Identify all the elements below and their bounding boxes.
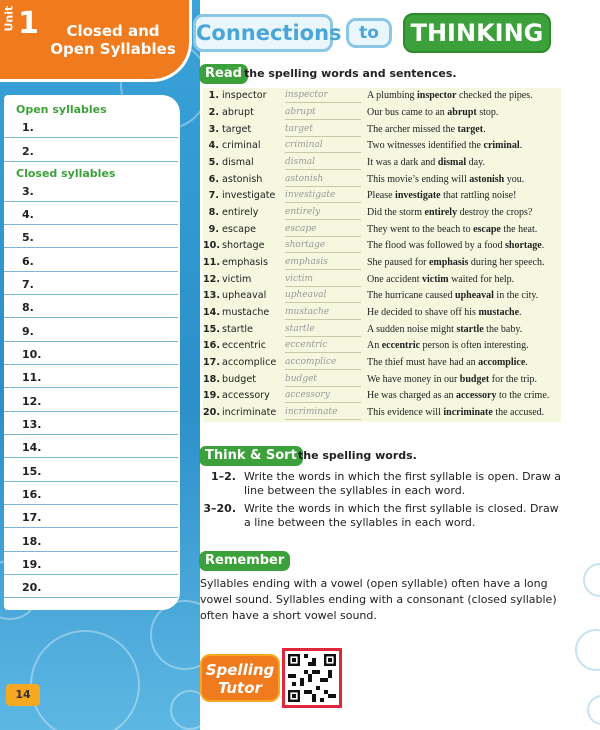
spelling-word: budget [222,374,257,385]
example-sentence: She paused for emphasis during her speech. [367,257,545,268]
example-sentence: One accident victim waited for help. [367,274,515,285]
cursive-word: mustache [285,307,361,320]
spelling-word: eccentric [222,340,267,351]
example-sentence: It was a dark and dismal day. [367,157,485,168]
spelling-word: investigate [222,190,276,201]
answer-line[interactable]: 9. [4,319,178,342]
word-row: 7. investigate investigate Please investigate that rattling noise! [203,190,561,206]
spelling-tutor-logo[interactable]: Spelling Tutor [200,654,280,702]
unit-tab [0,0,192,82]
think-sort-badge: Think & Sort [199,446,303,466]
cursive-word: shortage [285,240,361,253]
spelling-word: accomplice [222,357,277,368]
spelling-word: shortage [222,240,265,251]
example-sentence: Our bus came to an abrupt stop. [367,107,499,118]
cursive-word: accessory [285,390,361,403]
answer-line[interactable]: 19. [4,552,178,575]
example-sentence: Please investigate that rattling noise! [367,190,517,201]
read-badge: Read [199,64,248,84]
example-sentence: A sudden noise might startle the baby. [367,324,523,335]
cursive-word: inspector [285,90,361,103]
spelling-word: incriminate [222,407,277,418]
spelling-word: target [222,124,252,135]
unit-title: Closed and Open Syllables [50,22,176,58]
cursive-word: accomplice [285,357,361,370]
cursive-word: target [285,124,361,137]
spelling-word: criminal [222,140,261,151]
cursive-word: escape [285,224,361,237]
word-row: 8. entirely entirely Did the storm entirely destroy the crops? [203,207,561,223]
word-row: 13. upheaval upheaval The hurricane caused upheaval in the city. [203,290,561,306]
spelling-word: astonish [222,174,263,185]
word-row: 3. target target The archer missed the target. [203,124,561,140]
word-row: 11. emphasis emphasis She paused for emphasis during her speech. [203,257,561,273]
unit-number: 1 [18,6,39,41]
spelling-word: mustache [222,307,270,318]
word-row: 12. victim victim One accident victim waited for help. [203,274,561,290]
bubble-decoration [30,630,140,730]
example-sentence: An eccentric person is often interesting. [367,340,529,351]
example-sentence: This movie’s ending will astonish you. [367,174,525,185]
cursive-word: upheaval [285,290,361,303]
example-sentence: The hurricane caused upheaval in the city. [367,290,539,301]
cursive-word: investigate [285,190,361,203]
example-sentence: A plumbing inspector checked the pipes. [367,90,533,101]
word-row: 4. criminal criminal Two witnesses identified the criminal. [203,140,561,156]
page-number: 14 [6,684,40,706]
cursive-word: astonish [285,174,361,187]
answer-line[interactable]: 16. [4,482,178,505]
spelling-word: startle [222,324,253,335]
example-sentence: The archer missed the target. [367,124,486,135]
word-row: 6. astonish astonish This movie’s ending will astonish you. [203,174,561,190]
spelling-word: entirely [222,207,259,218]
think-sort-instruction: the spelling words. [298,449,417,462]
word-row: 18. budget budget We have money in our budget for the trip. [203,374,561,390]
answer-line[interactable]: 18. [4,529,178,552]
cursive-word: entirely [285,207,361,220]
remember-text: Syllables ending with a vowel (open syllable) often have a long vowel sound. Syllables ending with a consonant (closed syllable) often have a short vowel sound. [200,577,557,622]
spelling-word-list [203,88,561,422]
cursive-word: criminal [285,140,361,153]
thinking-title: THINKING [403,13,551,53]
remember-badge: Remember [199,551,290,571]
word-row: 2. abrupt abrupt Our bus came to an abrupt stop. [203,107,561,123]
word-row: 20. incriminate incriminate This evidence will incriminate the accused. [203,407,561,423]
answer-line[interactable]: 8. [4,295,178,318]
example-sentence: He was charged as an accessory to the crime. [367,390,550,401]
word-row: 16. eccentric eccentric An eccentric person is often interesting. [203,340,561,356]
cursive-word: victim [285,274,361,287]
spelling-word: victim [222,274,252,285]
example-sentence: The thief must have had an accomplice. [367,357,528,368]
answer-line[interactable]: 20. [4,575,178,598]
example-sentence: Two witnesses identified the criminal. [367,140,523,151]
closed-syllables-heading: Closed syllables [16,167,116,180]
spelling-word: emphasis [222,257,268,268]
answer-line[interactable]: 1. [4,115,178,138]
answer-line[interactable]: 17. [4,505,178,528]
task-item: 3–20. Write the words in which the first syllable is closed. Draw a line between the syllables in each word. [203,502,559,529]
answer-line[interactable]: 6. [4,249,178,272]
cursive-word: abrupt [285,107,361,120]
word-row: 14. mustache mustache He decided to shave off his mustache. [203,307,561,323]
answer-line[interactable]: 7. [4,272,178,295]
spelling-word: inspector [222,90,267,101]
answer-line[interactable]: 15. [4,459,178,482]
spelling-word: dismal [222,157,254,168]
unit-label: Unit [2,5,16,32]
read-instruction: the spelling words and sentences. [244,67,457,80]
sort-answer-card [4,95,180,610]
open-syllables-heading: Open syllables [16,103,107,116]
spelling-word: abrupt [222,107,254,118]
word-row: 5. dismal dismal It was a dark and dismal day. [203,157,561,173]
answer-line[interactable]: 12. [4,389,178,412]
answer-line[interactable]: 5. [4,225,178,248]
example-sentence: They went to the beach to escape the heat. [367,224,538,235]
example-sentence: The flood was followed by a food shortage. [367,240,545,251]
answer-line[interactable]: 14. [4,435,178,458]
left-sidebar-panel [0,0,200,730]
bubble-decoration [566,540,600,730]
spelling-word: escape [222,224,257,235]
answer-line[interactable]: 2. [4,139,178,162]
answer-line[interactable]: 13. [4,412,178,435]
answer-line[interactable]: 4. [4,202,178,225]
word-row: 19. accessory accessory He was charged as an accessory to the crime. [203,390,561,406]
answer-line[interactable]: 10. [4,342,178,365]
connections-title: Connections [193,14,333,52]
word-row: 15. startle startle A sudden noise might startle the baby. [203,324,561,340]
to-title: to [346,18,392,48]
word-row: 9. escape escape They went to the beach to escape the heat. [203,224,561,240]
qr-code[interactable] [282,648,342,708]
word-row: 10. shortage shortage The flood was followed by a food shortage. [203,240,561,256]
cursive-word: dismal [285,157,361,170]
example-sentence: Did the storm entirely destroy the crops? [367,207,533,218]
word-row: 17. accomplice accomplice The thief must have had an accomplice. [203,357,561,373]
word-row: 1. inspector inspector A plumbing inspector checked the pipes. [203,90,561,106]
cursive-word: incriminate [285,407,361,420]
cursive-word: eccentric [285,340,361,353]
spelling-word: accessory [222,390,270,401]
answer-line[interactable]: 11. [4,365,178,388]
cursive-word: emphasis [285,257,361,270]
example-sentence: This evidence will incriminate the accused. [367,407,545,418]
bubble-decoration [150,600,200,670]
bubble-decoration [170,690,200,730]
spelling-word: upheaval [222,290,267,301]
example-sentence: He decided to shave off his mustache. [367,307,522,318]
cursive-word: budget [285,374,361,387]
answer-line[interactable]: 3. [4,179,178,202]
cursive-word: startle [285,324,361,337]
task-item: 1–2. Write the words in which the first syllable is open. Draw a line between the syllables in each word. [211,470,562,497]
example-sentence: We have money in our budget for the trip. [367,374,537,385]
qr-code-icon [288,654,336,702]
